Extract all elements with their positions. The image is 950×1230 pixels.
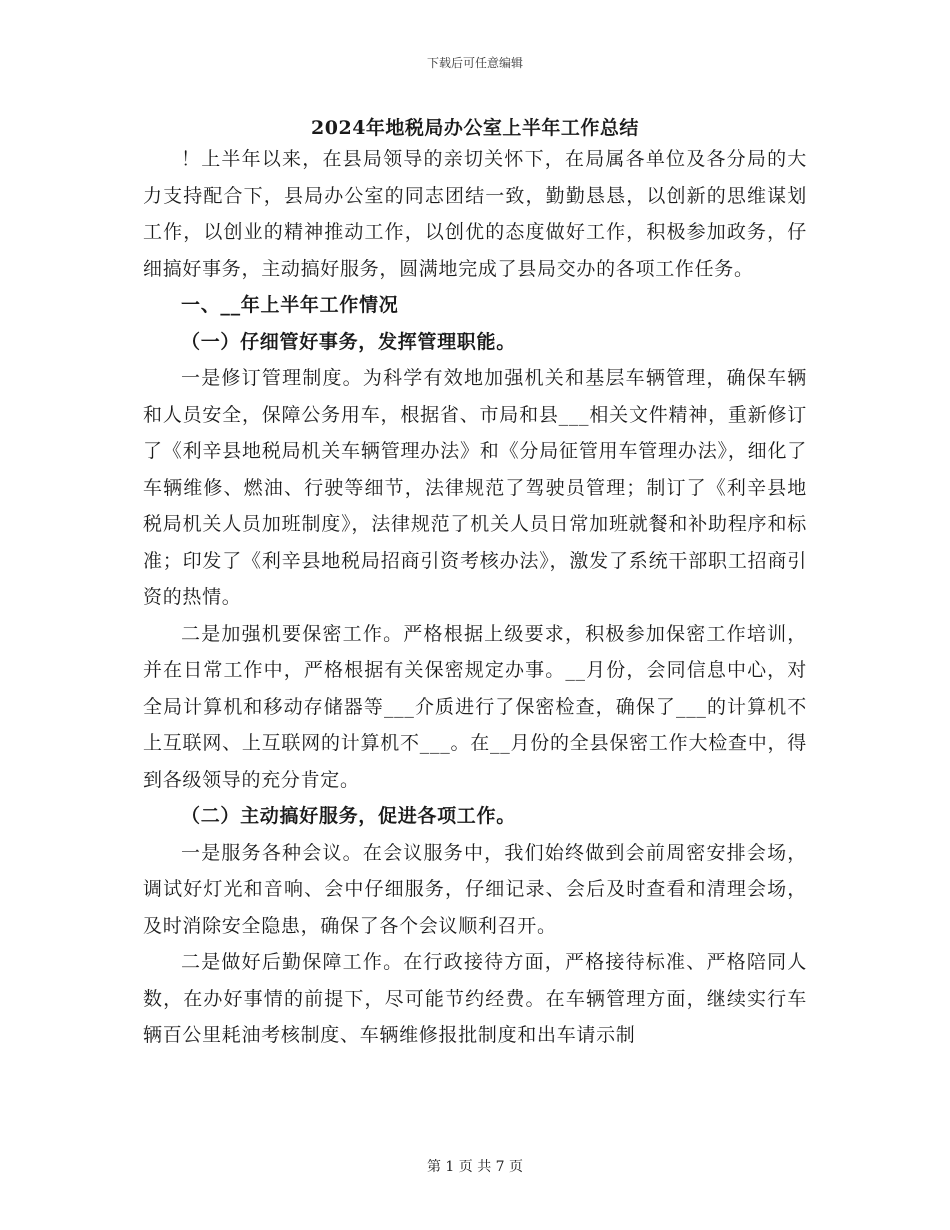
page-number: 第 1 页 共 7 页 <box>426 1159 524 1175</box>
document-title: 2024年地税局办公室上半年工作总结 <box>311 117 639 139</box>
paragraph-confidentiality: 二是加强机要保密工作。严格根据上级要求，积极参加保密工作培训，并在日常工作中，严格根据有关保密规定办事。__月份，会同信息中心，对全局计算机和移动存储器等___介质进行了保密检查，确保了___的计算机不上互联网、上互联网的计算机不___。在__月份的全县保密工作大检查中，得到各级领导的充分肯定。 <box>143 622 807 791</box>
paragraph-meeting-service: 一是服务各种会议。在会议服务中，我们始终做到会前周密安排会场，调试好灯光和音响、会中仔细服务，仔细记录、会后及时查看和清理会场，及时消除安全隐患，确保了各个会议顺利召开。 <box>143 841 807 937</box>
paragraph-intro: ！上半年以来，在县局领导的亲切关怀下，在局属各单位及各分局的大力支持配合下，县局办公室的同志团结一致，勤勤恳恳，以创新的思维谋划工作，以创业的精神推动工作，以创优的态度做好工作，积极参加政务，仔细搞好事务，主动搞好服务，圆满地完成了县局交办的各项工作任务。 <box>143 148 807 280</box>
page-header-note: 下载后可任意编辑 <box>426 56 523 70</box>
paragraph-logistics: 二是做好后勤保障工作。在行政接待方面，严格接待标准、严格陪同人数，在办好事情的前提下，尽可能节约经费。在车辆管理方面，继续实行车辆百公里耗油考核制度、车辆维修报批制度和出车请示制 <box>143 951 807 1046</box>
paragraph-management-rules: 一是修订管理制度。为科学有效地加强机关和基层车辆管理，确保车辆和人员安全，保障公务用车，根据省、市局和县___相关文件精神，重新修订了《利辛县地税局机关车辆管理办法》和《分局征管用车管理办法》，细化了车辆维修、燃油、行驶等细节，法律规范了驾驶员管理；制订了《利辛县地税局机关人员加班制度》，法律规范了机关人员日常加班就餐和补助程序和标准；印发了《利辛县地税局招商引资考核办法》，激发了系统干部职工招商引资的热情。 <box>143 367 807 608</box>
subsection-heading-1: （一）仔细管好事务，发挥管理职能。 <box>181 330 516 353</box>
subsection-heading-2: （二）主动搞好服务，促进各项工作。 <box>181 805 516 827</box>
document-body <box>143 141 807 1054</box>
section-heading-1: 一、__年上半年工作情况 <box>181 294 399 316</box>
